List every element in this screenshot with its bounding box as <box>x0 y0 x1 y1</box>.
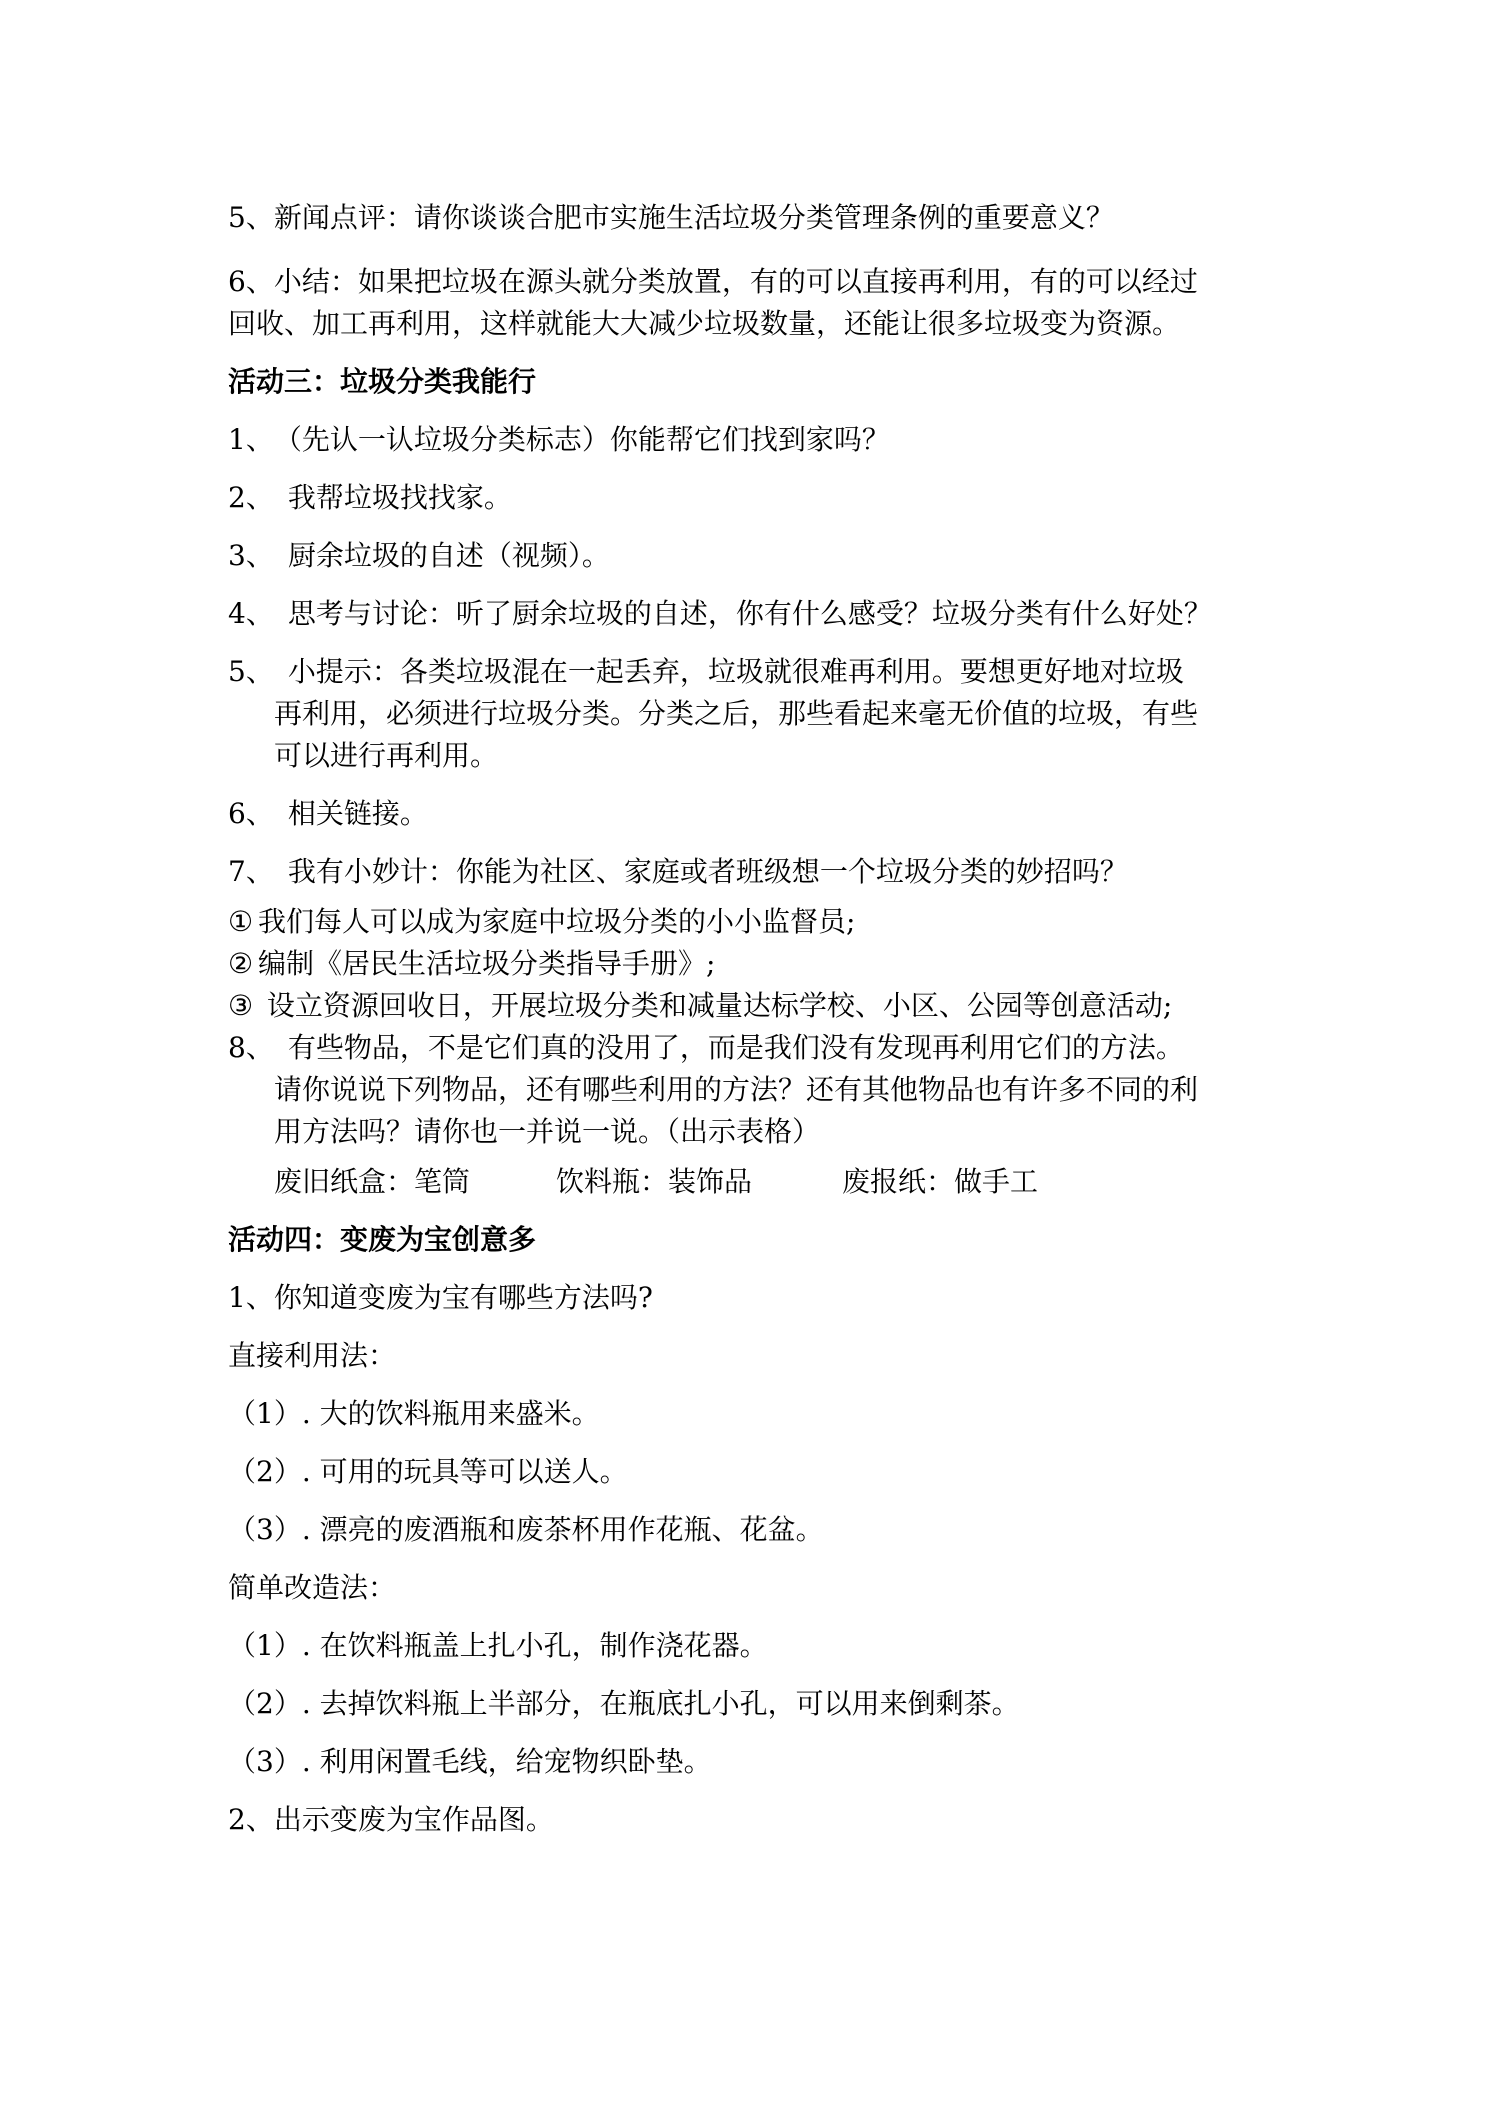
paragraph-news-comment: 5、新闻点评：请你谈谈合肥市实施生活垃圾分类管理条例的重要意义？ <box>228 201 1114 234</box>
activity-three-heading: 活动三：垃圾分类我能行 <box>228 365 537 398</box>
activity-four-question-1: 1、你知道变废为宝有哪些方法吗? <box>228 1281 653 1314</box>
idea-item-2-text: 编制《居民生活垃圾分类指导手册》; <box>258 947 716 980</box>
activity-four-question-2: 2、出示变废为宝作品图。 <box>228 1803 554 1836</box>
direct-use-item-1: （1）. 大的饮料瓶用来盛米。 <box>228 1397 600 1430</box>
paragraph-summary-line-1: 6、小结：如果把垃圾在源头就分类放置，有的可以直接再利用，有的可以经过 <box>228 265 1198 298</box>
activity-three-item-8-line-1: 8、 有些物品，不是它们真的没用了，而是我们没有发现再利用它们的方法。 <box>228 1031 1184 1064</box>
idea-item-3-text: 设立资源回收日，开展垃圾分类和减量达标学校、小区、公园等创意活动; <box>258 989 1173 1022</box>
idea-item-2 <box>228 944 715 984</box>
idea-item-1 <box>228 902 855 942</box>
activity-three-item-8-line-3: 用方法吗？请你也一并说一说。（出示表格） <box>274 1115 821 1148</box>
reuse-cell-bottle: 饮料瓶：装饰品 <box>556 1165 753 1198</box>
idea-item-1-text: 我们每人可以成为家庭中垃圾分类的小小监督员; <box>258 905 856 938</box>
activity-three-item-2: 2、 我帮垃圾找找家。 <box>228 481 512 514</box>
activity-three-item-5-line-2: 再利用，必须进行垃圾分类。分类之后，那些看起来毫无价值的垃圾，有些 <box>274 697 1199 730</box>
simple-modify-item-1: （1）. 在饮料瓶盖上扎小孔，制作浇花器。 <box>228 1629 768 1662</box>
paragraph-summary-line-2: 回收、加工再利用，这样就能大大减少垃圾数量，还能让很多垃圾变为资源。 <box>228 307 1181 340</box>
reuse-cell-newspaper: 废报纸：做手工 <box>842 1165 1039 1198</box>
simple-modify-title: 简单改造法： <box>228 1571 397 1604</box>
reuse-cell-paper-box: 废旧纸盒：笔筒 <box>274 1165 471 1198</box>
circled-number-one: ① <box>228 905 254 938</box>
reuse-table-row <box>274 1162 1038 1202</box>
activity-three-item-4: 4、 思考与讨论：听了厨余垃圾的自述，你有什么感受？垃圾分类有什么好处？ <box>228 597 1212 630</box>
activity-three-item-5-line-1: 5、 小提示：各类垃圾混在一起丢弃，垃圾就很难再利用。要想更好地对垃圾 <box>228 655 1184 688</box>
idea-item-3 <box>228 986 1172 1026</box>
activity-three-item-5-line-3: 可以进行再利用。 <box>274 739 499 772</box>
activity-four-heading: 活动四：变废为宝创意多 <box>228 1223 537 1256</box>
direct-use-item-3: （3）. 漂亮的废酒瓶和废茶杯用作花瓶、花盆。 <box>228 1513 824 1546</box>
simple-modify-item-2: （2）. 去掉饮料瓶上半部分，在瓶底扎小孔，可以用来倒剩茶。 <box>228 1687 1020 1720</box>
activity-three-item-3: 3、 厨余垃圾的自述（视频）。 <box>228 539 610 572</box>
simple-modify-item-3: （3）. 利用闲置毛线，给宠物织卧垫。 <box>228 1745 712 1778</box>
activity-three-item-8-line-2: 请你说说下列物品，还有哪些利用的方法？还有其他物品也有许多不同的利 <box>274 1073 1199 1106</box>
circled-number-two: ② <box>228 947 254 980</box>
circled-number-three: ③ <box>228 989 254 1022</box>
direct-use-title: 直接利用法： <box>228 1339 397 1372</box>
direct-use-item-2: （2）. 可用的玩具等可以送人。 <box>228 1455 628 1488</box>
activity-three-item-6: 6、 相关链接。 <box>228 797 428 830</box>
activity-three-item-7: 7、 我有小妙计：你能为社区、家庭或者班级想一个垃圾分类的妙招吗？ <box>228 855 1128 888</box>
activity-three-item-1: 1、 （先认一认垃圾分类标志）你能帮它们找到家吗？ <box>228 423 890 456</box>
